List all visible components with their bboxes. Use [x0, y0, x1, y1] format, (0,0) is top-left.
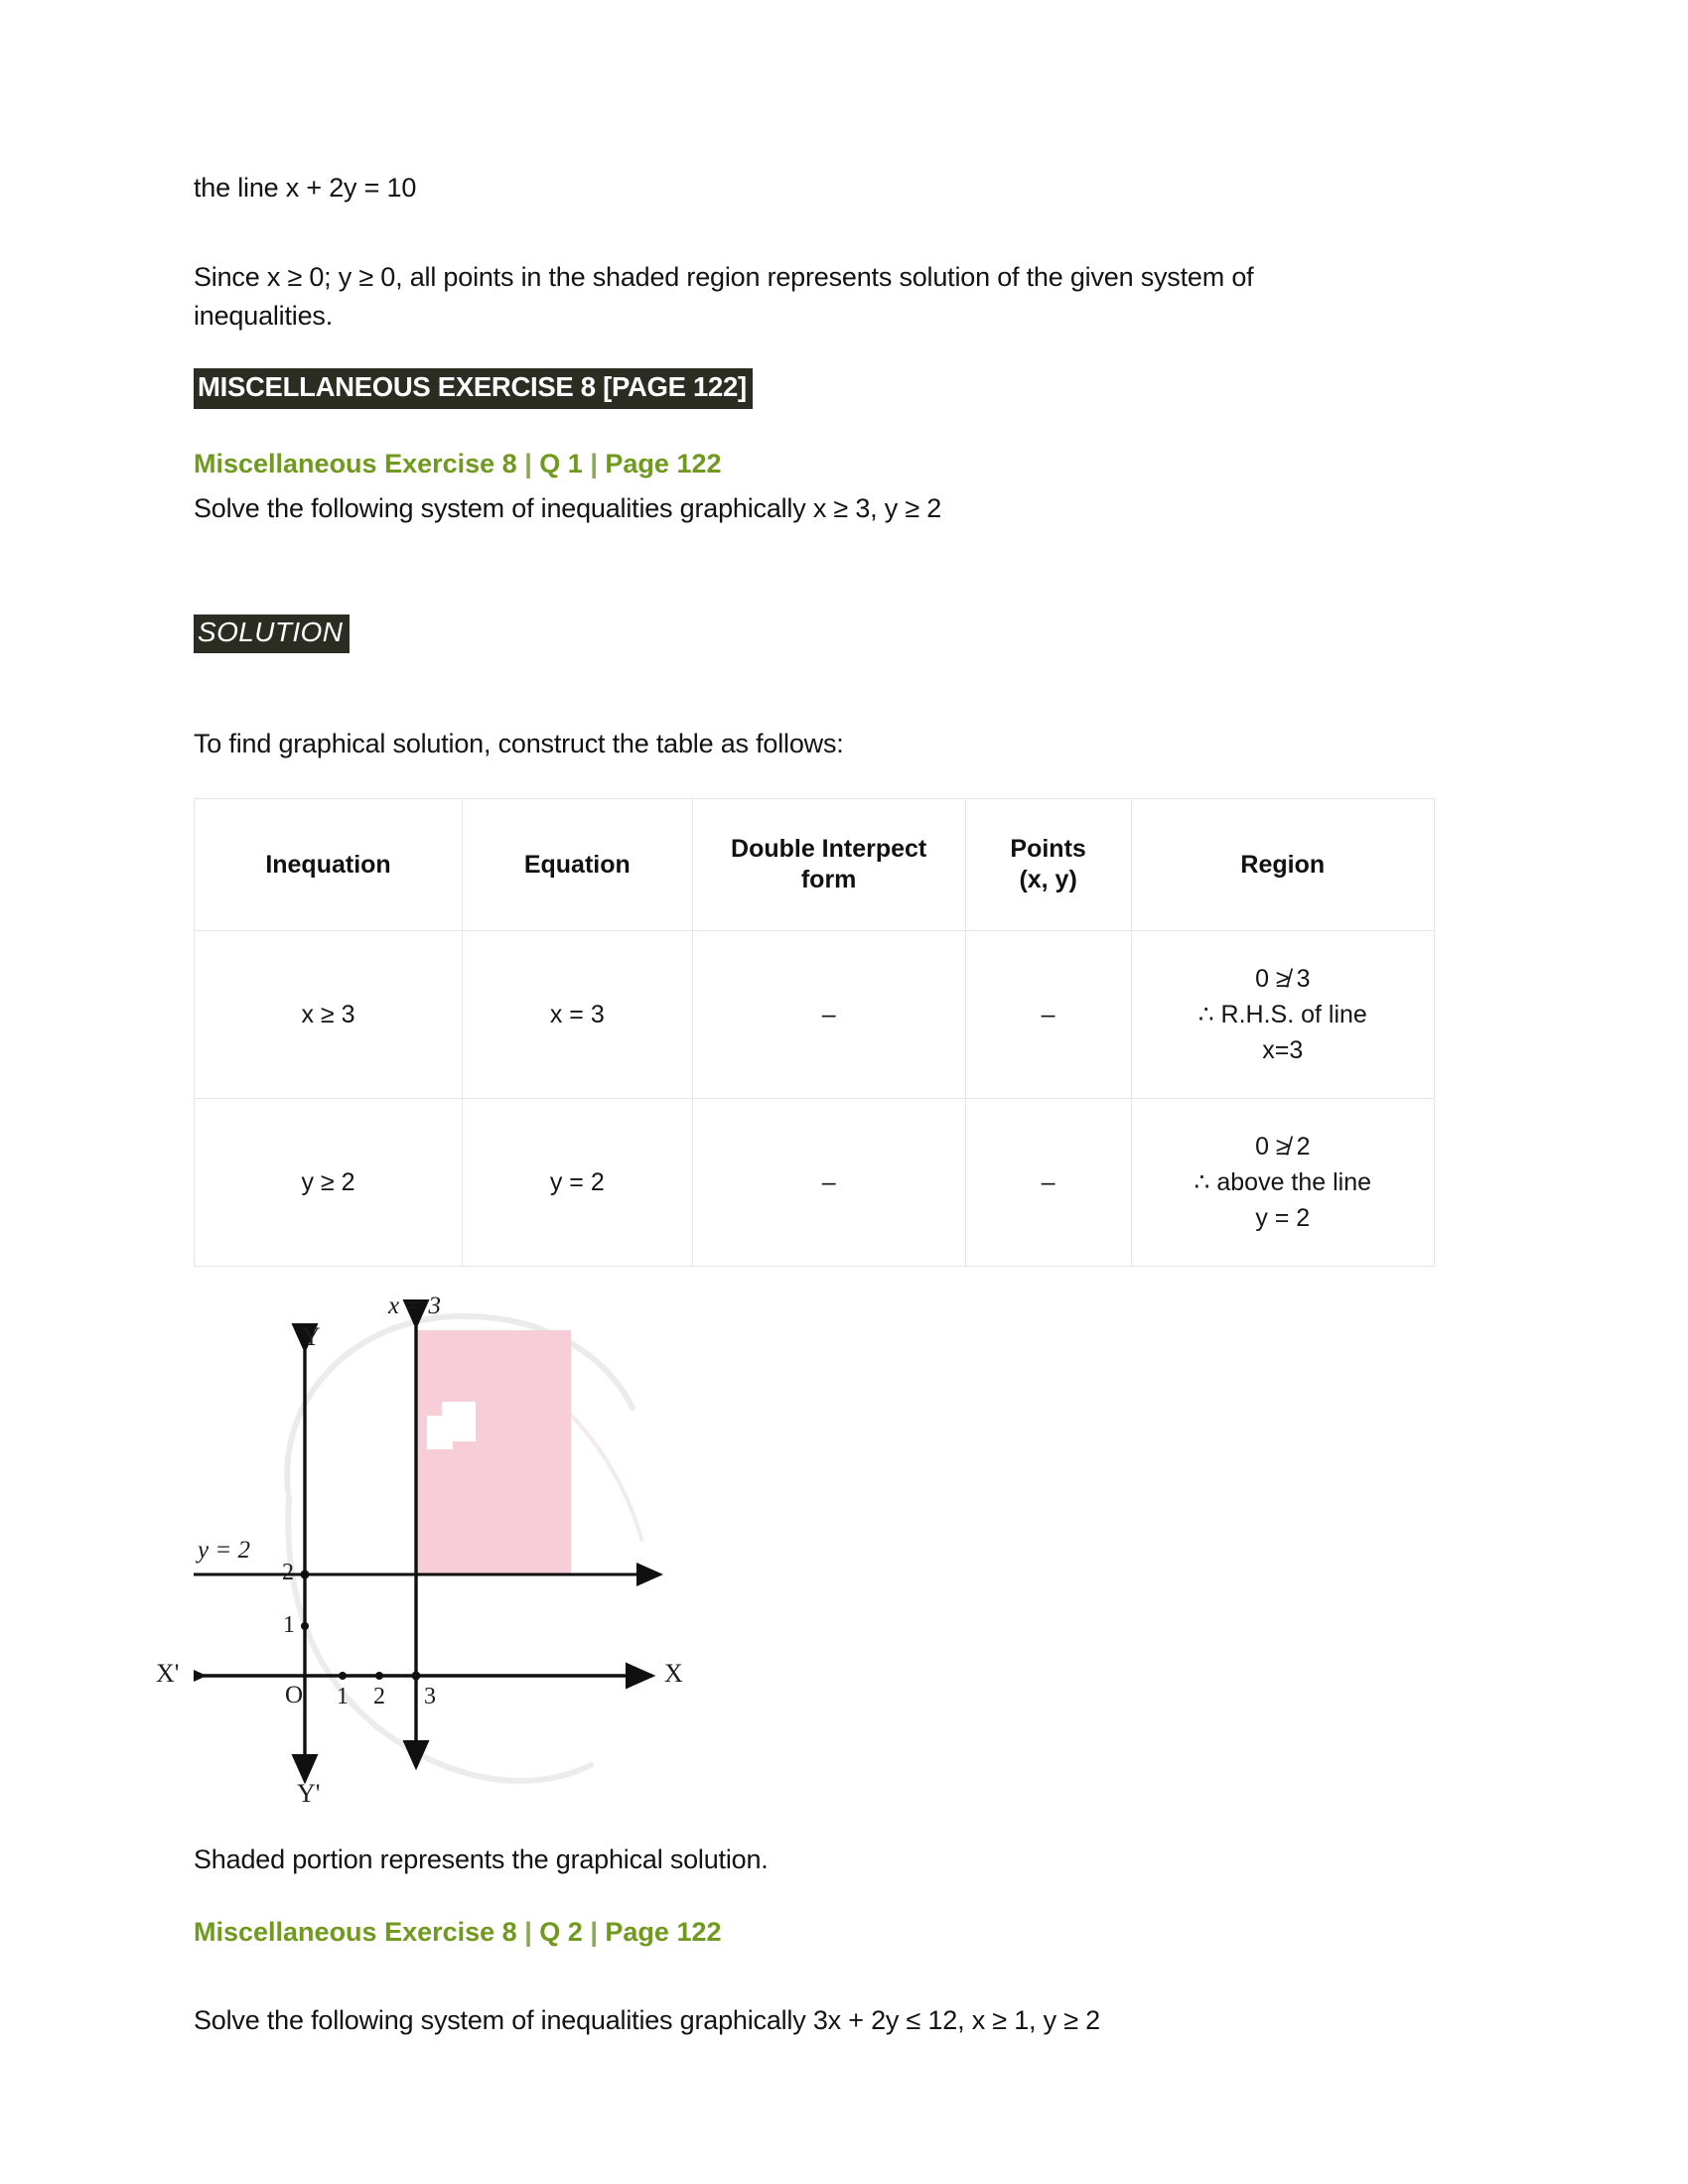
row1-region [1131, 931, 1434, 1099]
solution-banner-wrap [194, 614, 1475, 653]
row1-region-line3: x=3 [1262, 1036, 1304, 1065]
graph-tick-label-y2: 2 [282, 1560, 294, 1586]
row2-region-line3: y = 2 [1255, 1204, 1311, 1233]
tick-dot-x1 [339, 1672, 347, 1680]
table-header-row [195, 799, 1435, 931]
table-header-equation: Equation [463, 799, 693, 931]
q2-heading-sep2: | [590, 1916, 598, 1947]
q1-heading-page: Page 122 [605, 448, 722, 478]
tick-dot-x2 [375, 1672, 383, 1680]
question-2-heading [194, 1915, 1475, 1950]
table-row [195, 931, 1435, 1099]
q1-heading-sep1: | [524, 448, 532, 478]
graph-figure [156, 1293, 889, 1815]
question-1-heading [194, 447, 1475, 481]
solution-table [194, 798, 1435, 1267]
q2-heading-sep1: | [524, 1916, 532, 1947]
row1-points: – [965, 931, 1131, 1099]
q1-heading-sep2: | [590, 448, 598, 478]
row1-inequation: x ≥ 3 [195, 931, 463, 1099]
table-header-region: Region [1131, 799, 1434, 931]
question-2-prompt: Solve the following system of inequalities graphically 3x + 2y ≤ 12, x ≥ 1, y ≥ 2 [194, 2004, 1100, 2035]
q2-heading-main: Miscellaneous Exercise 8 [194, 1916, 517, 1947]
graph-tick-label-y1: 1 [283, 1612, 295, 1639]
graph-tick-label-x1: 1 [337, 1684, 349, 1710]
row2-region-line1: 0 ≱ 2 [1255, 1132, 1311, 1160]
document-content [156, 169, 1475, 2039]
graph-label-x-left: X' [156, 1659, 180, 1689]
question-1-prompt: Solve the following system of inequalities graphically x ≥ 3, y ≥ 2 [194, 492, 942, 523]
graph-line-label-y-equals-2: y = 2 [198, 1537, 250, 1565]
header-points-line1: Points [1010, 835, 1086, 864]
row2-inequation: y ≥ 2 [195, 1099, 463, 1267]
row2-points: – [965, 1099, 1131, 1267]
graph-label-origin: O [285, 1682, 304, 1709]
since-paragraph: Since x ≥ 0; y ≥ 0, all points in the shaded region represents solution of the given system of inequalities. [194, 262, 1254, 331]
graph-label-y-top: Y [302, 1322, 321, 1352]
exercise-banner-wrap [194, 335, 1475, 409]
graph-label-x-right: X [664, 1659, 683, 1689]
header-double-intercept-line1: Double Interpect [731, 835, 927, 864]
tick-dot-x3 [412, 1672, 421, 1681]
table-header-points [965, 799, 1131, 931]
graph-svg [194, 1298, 889, 1815]
table-header-inequation: Inequation [195, 799, 463, 931]
row2-double-intercept: – [692, 1099, 965, 1267]
tick-dot-y1 [301, 1622, 309, 1630]
graph-tick-label-x2: 2 [373, 1684, 385, 1710]
row1-region-line1: 0 ≱ 3 [1255, 964, 1311, 993]
row1-double-intercept: – [692, 931, 965, 1099]
q2-heading-page: Page 122 [605, 1916, 722, 1947]
header-double-intercept-line2: form [800, 866, 857, 894]
graph-line-label-x-equals-3: x = 3 [388, 1293, 441, 1320]
row2-equation: y = 2 [463, 1099, 693, 1267]
q1-heading-main: Miscellaneous Exercise 8 [194, 448, 517, 478]
q2-heading-number: Q 2 [539, 1916, 583, 1947]
after-graph-text: Shaded portion represents the graphical solution. [194, 1844, 769, 1875]
table-header-double-intercept [692, 799, 965, 931]
row2-region-line2: ∴ above the line [1194, 1168, 1372, 1197]
row1-region-line2: ∴ R.H.S. of line [1197, 1001, 1367, 1029]
header-points-line2: (x, y) [1019, 866, 1077, 894]
graph-tick-label-x3: 3 [424, 1684, 436, 1710]
row1-equation: x = 3 [463, 931, 693, 1099]
tick-dot-y2 [301, 1570, 310, 1579]
table-intro-text: To find graphical solution, construct the table as follows: [194, 729, 844, 758]
q1-heading-number: Q 1 [539, 448, 583, 478]
row2-region [1131, 1099, 1434, 1267]
solution-banner: SOLUTION [194, 614, 350, 653]
table-row [195, 1099, 1435, 1267]
exercise-banner: MISCELLANEOUS EXERCISE 8 [PAGE 122] [194, 368, 753, 409]
graph-label-y-bottom: Y' [297, 1779, 321, 1809]
shaded-solution-region [416, 1330, 571, 1574]
intro-line: the line x + 2y = 10 [194, 173, 417, 203]
